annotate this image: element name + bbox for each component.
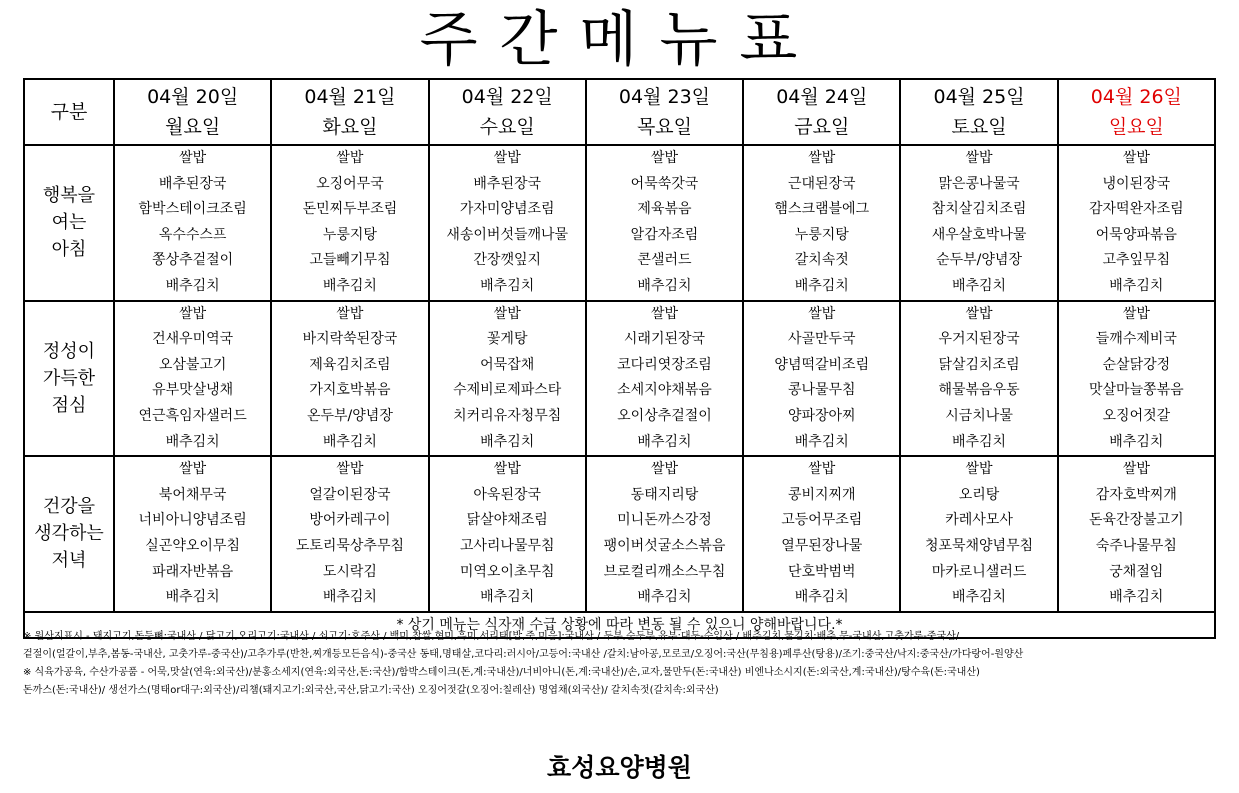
day-date: 04월 25일 (933, 86, 1025, 108)
menu-cell (429, 301, 586, 457)
menu-item: 콘샐러드 (637, 252, 692, 269)
menu-item: 배추김치 (794, 433, 849, 450)
menu-item: 순살닭강정 (1102, 356, 1171, 373)
menu-item: 맛살마늘쫑볶음 (1089, 382, 1184, 399)
menu-item: 배추된장국 (158, 175, 227, 192)
menu-item: 돈민찌두부조림 (302, 201, 398, 218)
day-date: 04월 20일 (147, 86, 239, 108)
menu-item: 돈육간장불고기 (1089, 512, 1184, 529)
weekly-menu-table (23, 78, 1216, 639)
menu-item: 배추김치 (637, 277, 692, 294)
menu-item: 감자떡완자조림 (1089, 201, 1184, 218)
menu-item: 고사리나물무침 (459, 537, 555, 554)
menu-item: 쌀밥 (808, 150, 836, 166)
menu-item: 사골만두국 (787, 331, 856, 348)
menu-item: 근대된장국 (787, 175, 856, 192)
menu-item: 오이상추겉절이 (617, 407, 712, 424)
header-row (24, 79, 1215, 145)
menu-item: 쌀밥 (650, 305, 679, 322)
menu-cell (743, 456, 900, 612)
menu-item: 쌀밥 (965, 461, 993, 478)
menu-item: 닭살김치조림 (938, 356, 1020, 373)
menu-item: 파래자반볶음 (152, 563, 234, 580)
menu-item: 콩나물무침 (787, 382, 856, 399)
menu-item: 양파장아찌 (787, 407, 856, 424)
hospital-name: 효성요양병원 (547, 753, 692, 782)
menu-item: 도시락김 (322, 563, 377, 580)
menu-item: 아욱된장국 (473, 486, 542, 503)
menu-item: 맑은콩나물국 (938, 175, 1020, 192)
menu-item: 배추김치 (1109, 433, 1164, 450)
menu-item: 미니돈까스강정 (617, 512, 712, 529)
menu-item: 함박스테이크조림 (138, 201, 247, 218)
menu-item: 고추잎무침 (1102, 252, 1171, 269)
menu-cell (743, 301, 900, 457)
menu-item: 배추김치 (480, 277, 535, 294)
menu-item: 쌀밥 (808, 305, 836, 322)
meal-label-line: 저녁 (51, 550, 87, 572)
menu-item: 배추김치 (637, 589, 692, 606)
menu-cell (900, 456, 1057, 612)
menu-item: 마카로니샐러드 (931, 563, 1027, 580)
menu-item: 시래기된장국 (623, 331, 706, 348)
day-header (1058, 79, 1215, 145)
menu-cell (743, 145, 900, 301)
menu-item: 오징어젓갈 (1102, 407, 1171, 424)
menu-cell (1058, 301, 1215, 457)
menu-item: 쌀밥 (1122, 150, 1150, 166)
meal-label-line: 점심 (51, 394, 87, 416)
menu-item: 배추김치 (322, 589, 377, 606)
menu-item: 쌀밥 (650, 461, 679, 478)
menu-item: 도토리묵상추무침 (295, 537, 405, 554)
menu-item: 배추김치 (165, 277, 220, 294)
menu-item: 새송이버섯들깨나물 (446, 226, 569, 243)
menu-item: 알감자조림 (630, 226, 699, 243)
day-weekday: 목요일 (636, 116, 693, 138)
menu-item: 배추김치 (165, 433, 220, 450)
origin-notes (23, 628, 1223, 700)
menu-item: 팽이버섯굴소스볶음 (603, 537, 726, 554)
day-header (743, 79, 900, 145)
menu-item: 제육김치조림 (309, 356, 391, 373)
menu-item: 누룽지탕 (322, 226, 377, 243)
menu-cell (114, 145, 271, 301)
menu-item: 참치살김치조림 (931, 201, 1027, 218)
menu-item: 새우살호박나물 (931, 226, 1027, 243)
menu-item: 배추김치 (322, 433, 377, 450)
day-date: 04월 22일 (461, 86, 553, 108)
meal-label-line: 정성이 (42, 340, 96, 362)
menu-item: 고등어무조림 (781, 512, 863, 529)
menu-item: 쌀밥 (179, 150, 207, 166)
menu-item: 우거지된장국 (938, 331, 1020, 348)
menu-item: 연근흑임자샐러드 (138, 407, 247, 424)
menu-item: 가자미양념조림 (459, 201, 555, 218)
menu-item: 갈치속젓 (794, 252, 849, 269)
menu-item: 배추김치 (951, 589, 1007, 606)
meal-label-line: 행복을 (42, 185, 96, 207)
menu-item: 어묵잡채 (480, 356, 535, 373)
day-date: 04월 21일 (304, 86, 396, 108)
menu-item: 실곤약오이무침 (145, 537, 240, 554)
menu-item: 쌀밥 (965, 305, 993, 322)
menu-item: 쌀밥 (336, 461, 364, 478)
menu-cell (900, 145, 1057, 301)
origin-note-line: 겉절이(얼갈이,부추,봄동-국내산, 고춧가루-중국산)/고추가루(반찬,찌개등모든음식)-중국산 동태,명태살,코다리:러시아/고등어:국내산 /갈치:남아공,모로코/오징어:국산(무침용)페루산(탕용)/조기:중국산/낙지:중국산/가다랑어-원양산 (23, 649, 1024, 660)
menu-item: 쌀밥 (808, 461, 836, 478)
menu-cell (1058, 145, 1215, 301)
meal-label (24, 145, 114, 301)
menu-item: 동태지리탕 (630, 486, 699, 503)
menu-item: 코다리엿장조림 (617, 356, 712, 373)
day-header (114, 79, 271, 145)
category-header: 구분 (24, 79, 114, 145)
menu-item: 쌀밥 (493, 305, 521, 322)
menu-item: 쌀밥 (493, 150, 521, 166)
notice-text: * 상기 메뉴는 식자재 수급 상황에 따라 변동 될 수 있으니 양해바랍니다.* (24, 612, 1215, 638)
menu-item: 열무된장나물 (781, 537, 863, 554)
menu-item: 배추김치 (1109, 589, 1164, 606)
menu-item: 방어카레구이 (309, 512, 391, 529)
menu-item: 쌀밥 (179, 305, 207, 322)
menu-item: 청포묵채양념무침 (924, 537, 1034, 554)
menu-item: 온두부/양념장 (306, 407, 393, 424)
menu-item: 고들빼기무침 (309, 252, 391, 269)
menu-item: 배추김치 (794, 277, 849, 294)
menu-item: 순두부/양념장 (936, 252, 1022, 269)
menu-item: 배추된장국 (473, 175, 542, 192)
day-header (900, 79, 1057, 145)
origin-note-line: ※ 식육가공육, 수산가공품 - 어묵,맛살(연육:외국산)/분홍소세지(연육:외국산,돈:국산)/함박스테이크(돈,계:국내산)/너비아니(돈,계:국내산)/손,교자,물만두(돈:국내산) 비엔나소시지(돈:외국산,계:국내산)/탕수육(돈:국내산) (23, 667, 980, 678)
menu-cell (900, 301, 1057, 457)
menu-item: 어묵양파볶음 (1095, 226, 1177, 243)
menu-item: 배추김치 (637, 433, 692, 450)
day-date: 04월 26일 (1090, 86, 1182, 108)
menu-item: 양념떡갈비조림 (774, 356, 870, 373)
day-header (271, 79, 428, 145)
page-title: 주간메뉴표 (419, 5, 820, 75)
menu-item: 배추김치 (480, 433, 535, 450)
day-weekday: 화요일 (322, 116, 378, 138)
menu-item: 브로컬리깨소스무침 (603, 563, 726, 580)
menu-item: 햄스크램블에그 (774, 201, 870, 218)
menu-item: 쌀밥 (336, 305, 364, 322)
menu-item: 꽃게탕 (486, 331, 528, 348)
menu-item: 배추김치 (951, 433, 1007, 450)
menu-item: 유부맛살냉채 (152, 382, 234, 399)
day-date: 04월 24일 (776, 86, 868, 108)
meal-label (24, 301, 114, 457)
day-weekday: 금요일 (794, 116, 850, 138)
menu-item: 건새우미역국 (152, 331, 234, 348)
meal-row (24, 145, 1215, 301)
day-date: 04월 23일 (618, 86, 711, 108)
menu-item: 배추김치 (165, 589, 220, 606)
menu-item: 해물볶음우동 (938, 382, 1020, 399)
menu-cell (114, 301, 271, 457)
menu-item: 바지락쑥된장국 (302, 331, 398, 348)
meal-label-line: 아침 (51, 239, 87, 261)
menu-item: 오삼불고기 (158, 356, 227, 373)
menu-item: 숙주나물무침 (1095, 537, 1177, 554)
day-header (429, 79, 586, 145)
menu-item: 제육볶음 (637, 201, 692, 218)
menu-item: 어묵쑥갓국 (630, 175, 699, 192)
menu-item: 옥수수스프 (158, 226, 227, 243)
menu-item: 너비아니양념조림 (138, 512, 247, 529)
menu-item: 들깨수제비국 (1095, 331, 1177, 348)
menu-item: 오리탕 (958, 486, 1000, 503)
menu-item: 단호박범벅 (787, 563, 856, 580)
menu-item: 시금치나물 (945, 407, 1013, 424)
menu-item: 닭살야채조림 (466, 512, 548, 529)
menu-item: 오징어무국 (316, 175, 384, 192)
menu-item: 감자호박찌개 (1095, 486, 1177, 503)
origin-note-line: ※ 원산지표시 - 돼지고기,돈등뼈:국내산 / 닭고기,오리고기:국내산 / 쇠고기:호주산 / 백미,찹쌀,현미,흑미,서리태[밥,죽,미음]:국내산 / 두부,순두부,유부:대두-수입산 / 배추김치,물김치:배추,무-국내산,고춧가루-중국산/ (23, 631, 960, 642)
menu-item: 배추김치 (480, 589, 535, 606)
menu-item: 궁채절임 (1109, 563, 1164, 580)
menu-item: 치커리유자청무침 (453, 407, 562, 424)
meal-label-line: 가득한 (42, 367, 96, 389)
menu-item: 쌀밥 (336, 150, 364, 166)
menu-item: 가지호박볶음 (309, 382, 391, 399)
menu-item: 쫑상추겉절이 (152, 252, 234, 269)
menu-cell (271, 145, 428, 301)
meal-row (24, 301, 1215, 457)
menu-item: 배추김치 (322, 277, 377, 294)
menu-item: 수제비로제파스타 (453, 382, 562, 399)
meal-label-line: 여는 (51, 212, 87, 234)
menu-cell (429, 145, 586, 301)
menu-cell (114, 456, 271, 612)
menu-item: 배추김치 (951, 277, 1007, 294)
menu-item: 쌀밥 (493, 461, 521, 478)
menu-item: 북어채무국 (158, 486, 227, 503)
menu-cell (586, 456, 743, 612)
day-header (586, 79, 743, 145)
day-weekday: 월요일 (165, 116, 221, 138)
origin-note-line: 돈까스(돈:국내산)/ 생선가스(명태or대구:외국산)/리챔(돼지고기:외국산,국산,닭고기:국산) 오징어젓갈(오징어:칠레산) 명엽채(외국산)/ 갈치속젓(갈치속:외국산) (23, 685, 719, 696)
meal-label-line: 건강을 (42, 496, 96, 518)
menu-item: 쌀밥 (179, 461, 207, 478)
meal-label (24, 456, 114, 612)
menu-cell (271, 301, 428, 457)
menu-item: 냉이된장국 (1102, 175, 1171, 192)
menu-item: 누룽지탕 (794, 226, 849, 243)
menu-item: 배추김치 (794, 589, 849, 606)
menu-cell (429, 456, 586, 612)
menu-cell (586, 301, 743, 457)
menu-item: 쌀밥 (965, 150, 993, 166)
menu-item: 미역오이초무침 (459, 563, 555, 580)
menu-item: 쌀밥 (650, 150, 679, 166)
menu-item: 카레사모사 (945, 512, 1013, 529)
meal-row (24, 456, 1215, 612)
menu-cell (1058, 456, 1215, 612)
menu-item: 쌀밥 (1122, 461, 1150, 478)
menu-item: 얼갈이된장국 (309, 486, 391, 503)
menu-cell (271, 456, 428, 612)
day-weekday: 일요일 (1108, 116, 1164, 138)
menu-item: 배추김치 (1109, 277, 1164, 294)
day-weekday: 토요일 (951, 116, 1007, 138)
day-weekday: 수요일 (479, 116, 535, 138)
menu-item: 간장깻잎지 (473, 252, 542, 269)
menu-item: 쌀밥 (1122, 305, 1150, 322)
meal-label-line: 생각하는 (34, 523, 104, 545)
menu-item: 소세지야채볶음 (617, 382, 712, 399)
menu-item: 콩비지찌개 (787, 486, 856, 503)
menu-cell (586, 145, 743, 301)
